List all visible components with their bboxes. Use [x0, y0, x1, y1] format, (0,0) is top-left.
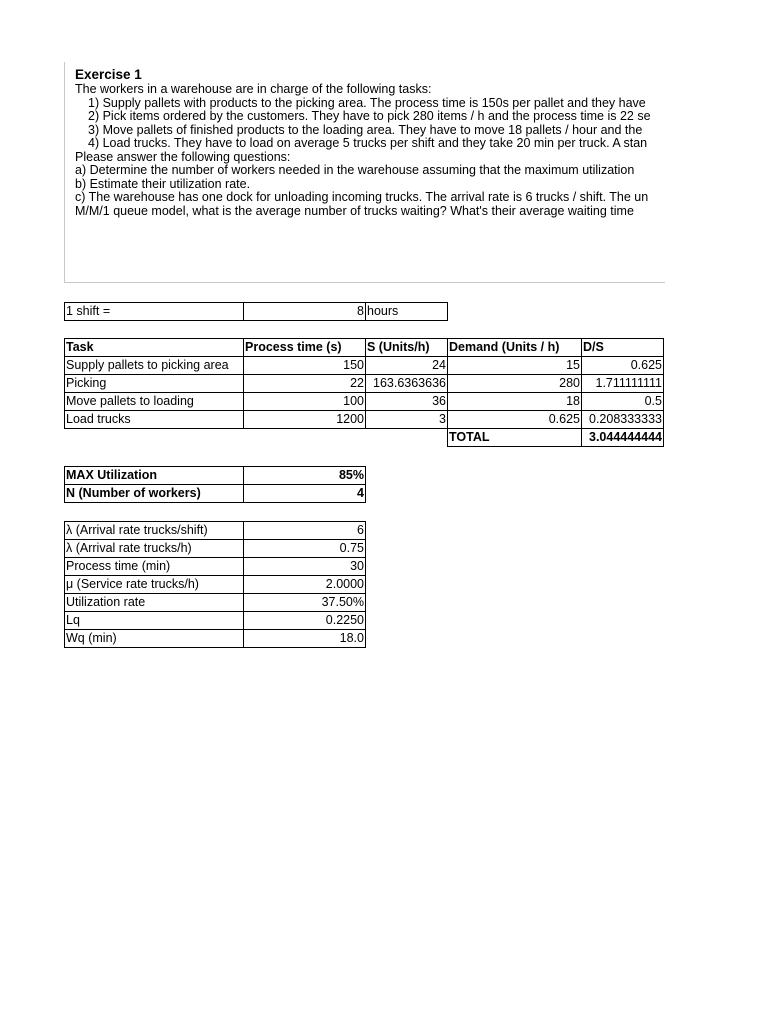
workers-value-cell[interactable]: 85%: [244, 467, 366, 485]
queue-label-cell[interactable]: μ (Service rate trucks/h): [65, 576, 244, 594]
task-cell[interactable]: 15: [448, 357, 582, 375]
task-cell[interactable]: 280: [448, 375, 582, 393]
task-header-cell[interactable]: Process time (s): [244, 339, 366, 357]
task-cell[interactable]: 163.6363636: [366, 375, 448, 393]
total-label-cell[interactable]: TOTAL: [448, 429, 582, 447]
workers-row: [65, 485, 366, 503]
task-cell[interactable]: 1.711111111: [582, 375, 664, 393]
queue-label-cell[interactable]: Wq (min): [65, 630, 244, 648]
empty-cell: [65, 429, 244, 447]
task-row: [65, 357, 664, 375]
task-table: [64, 338, 664, 447]
task-header-cell[interactable]: Task: [65, 339, 244, 357]
workers-table: [64, 466, 366, 503]
task-row: [65, 393, 664, 411]
queue-row: [65, 522, 366, 540]
queue-label-cell[interactable]: Lq: [65, 612, 244, 630]
task-cell[interactable]: Load trucks: [65, 411, 244, 429]
task-cell[interactable]: 22: [244, 375, 366, 393]
queue-row: [65, 540, 366, 558]
task-header-cell[interactable]: S (Units/h): [366, 339, 448, 357]
task-cell[interactable]: 36: [366, 393, 448, 411]
shift-label-cell[interactable]: 1 shift =: [65, 303, 244, 321]
exercise-title: Exercise 1: [75, 67, 142, 82]
shift-row: [65, 303, 448, 321]
task-header-cell[interactable]: D/S: [582, 339, 664, 357]
empty-cell: [366, 429, 448, 447]
exercise-line: c) The warehouse has one dock for unloading incoming trucks. The arrival rate is 6 trucks / shift. The un: [75, 190, 649, 204]
task-cell[interactable]: 3: [366, 411, 448, 429]
exercise-line: 2) Pick items ordered by the customers. They have to pick 280 items / h and the process time is 22 se: [88, 109, 651, 123]
shift-table: [64, 302, 448, 321]
queue-label-cell[interactable]: λ (Arrival rate trucks/shift): [65, 522, 244, 540]
exercise-line: The workers in a warehouse are in charge of the following tasks:: [75, 82, 432, 96]
task-cell[interactable]: 1200: [244, 411, 366, 429]
exercise-line: Please answer the following questions:: [75, 149, 291, 164]
task-cell[interactable]: 0.625: [448, 411, 582, 429]
exercise-line: 4) Load trucks. They have to load on average 5 trucks per shift and they take 20 min per truck. A stan: [88, 136, 648, 150]
queue-value-cell[interactable]: 0.75: [244, 540, 366, 558]
task-cell[interactable]: 100: [244, 393, 366, 411]
queue-value-cell[interactable]: 0.2250: [244, 612, 366, 630]
task-header-cell[interactable]: Demand (Units / h): [448, 339, 582, 357]
exercise-text-box: [64, 62, 665, 283]
queue-value-cell[interactable]: 18.0: [244, 630, 366, 648]
exercise-line: M/M/1 queue model, what is the average number of trucks waiting? What's their average waiting time: [75, 203, 634, 218]
task-row: [65, 411, 664, 429]
queue-label-cell[interactable]: Process time (min): [65, 558, 244, 576]
task-cell[interactable]: 0.625: [582, 357, 664, 375]
queue-label-cell[interactable]: λ (Arrival rate trucks/h): [65, 540, 244, 558]
queue-table: [64, 521, 366, 648]
queue-row: [65, 612, 366, 630]
shift-unit-cell[interactable]: hours: [366, 303, 448, 321]
queue-row: [65, 558, 366, 576]
empty-cell: [244, 429, 366, 447]
task-cell[interactable]: Supply pallets to picking area: [65, 357, 244, 375]
shift-value-cell[interactable]: 8: [244, 303, 366, 321]
task-cell[interactable]: Picking: [65, 375, 244, 393]
task-row: [65, 375, 664, 393]
task-total-row: [65, 429, 664, 447]
queue-row: [65, 630, 366, 648]
queue-value-cell[interactable]: 37.50%: [244, 594, 366, 612]
exercise-line: b) Estimate their utilization rate.: [75, 176, 251, 191]
task-cell[interactable]: 18: [448, 393, 582, 411]
exercise-line: a) Determine the number of workers needed in the warehouse assuming that the maximum utilization: [75, 163, 635, 177]
task-header-row: [65, 339, 664, 357]
queue-label-cell[interactable]: Utilization rate: [65, 594, 244, 612]
exercise-line: 3) Move pallets of finished products to the loading area. They have to move 18 pallets / hour and the: [88, 122, 643, 137]
workers-label-cell[interactable]: N (Number of workers): [65, 485, 244, 503]
task-cell[interactable]: 0.5: [582, 393, 664, 411]
task-cell[interactable]: 0.208333333: [582, 411, 664, 429]
queue-row: [65, 594, 366, 612]
queue-value-cell[interactable]: 6: [244, 522, 366, 540]
queue-value-cell[interactable]: 30: [244, 558, 366, 576]
task-cell[interactable]: 150: [244, 357, 366, 375]
queue-row: [65, 576, 366, 594]
workers-row: [65, 467, 366, 485]
workers-value-cell[interactable]: 4: [244, 485, 366, 503]
total-value-cell[interactable]: 3.044444444: [582, 429, 664, 447]
queue-value-cell[interactable]: 2.0000: [244, 576, 366, 594]
exercise-line: 1) Supply pallets with products to the picking area. The process time is 150s per pallet and they have: [88, 95, 646, 110]
workers-label-cell[interactable]: MAX Utilization: [65, 467, 244, 485]
task-cell[interactable]: Move pallets to loading: [65, 393, 244, 411]
task-cell[interactable]: 24: [366, 357, 448, 375]
